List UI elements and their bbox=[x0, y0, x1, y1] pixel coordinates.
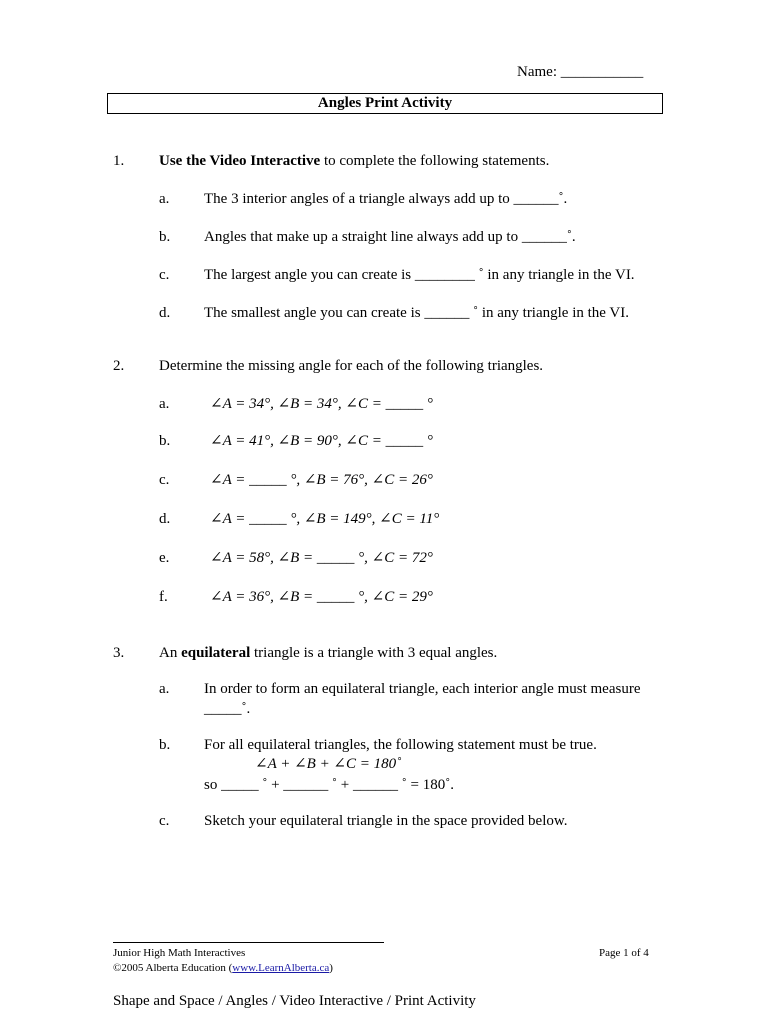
angle-equation: ∠A = 36°, ∠B = _____ °, ∠C = 29° bbox=[210, 589, 433, 605]
item-letter: b. bbox=[159, 229, 171, 245]
question-number: 2. bbox=[113, 358, 125, 374]
item-letter: a. bbox=[159, 681, 170, 697]
item-text: Angles that make up a straight line always add up to ______˚. bbox=[204, 229, 576, 245]
item-letter: a. bbox=[159, 191, 170, 207]
angle-equation: ∠A = 58°, ∠B = _____ °, ∠C = 72° bbox=[210, 550, 433, 566]
question-prompt bbox=[159, 644, 497, 662]
prompt-pre: An bbox=[159, 645, 182, 661]
footer-divider bbox=[113, 942, 384, 943]
item-letter: c. bbox=[159, 472, 170, 488]
angle-equation: ∠A = _____ °, ∠B = 149°, ∠C = 11° bbox=[210, 511, 440, 527]
question-prompt bbox=[159, 152, 549, 170]
angle-equation: ∠A = 34°, ∠B = 34°, ∠C = _____ ° bbox=[210, 396, 433, 412]
item-text-so: so _____ ˚ + ______ ˚ + ______ ˚ = 180˚. bbox=[204, 777, 454, 793]
question-prompt: Determine the missing angle for each of the following triangles. bbox=[159, 358, 544, 374]
prompt-rest: to complete the following statements. bbox=[320, 153, 550, 169]
angle-sum-equation: ∠A + ∠B + ∠C = 180˚ bbox=[255, 756, 402, 772]
item-letter: d. bbox=[159, 511, 171, 527]
angle-equation: ∠A = 41°, ∠B = 90°, ∠C = _____ ° bbox=[210, 433, 433, 449]
item-letter: b. bbox=[159, 433, 171, 449]
item-text: Sketch your equilateral triangle in the space provided below. bbox=[204, 813, 568, 829]
question-number: 3. bbox=[113, 645, 125, 661]
prompt-bold: equilateral bbox=[181, 645, 251, 661]
item-letter: c. bbox=[159, 267, 170, 283]
learnalberta-link[interactable]: www.LearnAlberta.ca bbox=[232, 962, 330, 974]
item-letter: b. bbox=[159, 737, 171, 753]
prompt-rest: triangle is a triangle with 3 equal angles. bbox=[250, 645, 498, 661]
footer-copyright bbox=[113, 962, 333, 975]
item-letter: d. bbox=[159, 305, 171, 321]
item-text: For all equilateral triangles, the following statement must be true. bbox=[204, 737, 597, 753]
angle-equation: ∠A = _____ °, ∠B = 76°, ∠C = 26° bbox=[210, 472, 433, 488]
page-number: Page 1 of 4 bbox=[599, 947, 649, 959]
item-letter: e. bbox=[159, 550, 170, 566]
item-letter: a. bbox=[159, 396, 170, 412]
item-text: The 3 interior angles of a triangle always add up to ______˚. bbox=[204, 191, 568, 207]
name-field-label: Name: ___________ bbox=[517, 64, 644, 80]
item-text-continued: _____˚. bbox=[204, 701, 251, 717]
item-letter: f. bbox=[159, 589, 168, 605]
item-text: The largest angle you can create is ________ ˚ in any triangle in the VI. bbox=[204, 267, 635, 283]
prompt-bold: Use the Video Interactive bbox=[159, 153, 321, 169]
item-text: In order to form an equilateral triangle, each interior angle must measure bbox=[204, 681, 641, 697]
copyright-close: ) bbox=[329, 962, 333, 974]
copyright-text: ©2005 Alberta Education ( bbox=[113, 962, 233, 974]
item-text: The smallest angle you can create is ______ ˚ in any triangle in the VI. bbox=[204, 305, 630, 321]
question-number: 1. bbox=[113, 153, 125, 169]
breadcrumb: Shape and Space / Angles / Video Interactive / Print Activity bbox=[113, 993, 476, 1009]
item-letter: c. bbox=[159, 813, 170, 829]
footer-course: Junior High Math Interactives bbox=[113, 947, 246, 959]
page-title: Angles Print Activity bbox=[107, 93, 663, 114]
